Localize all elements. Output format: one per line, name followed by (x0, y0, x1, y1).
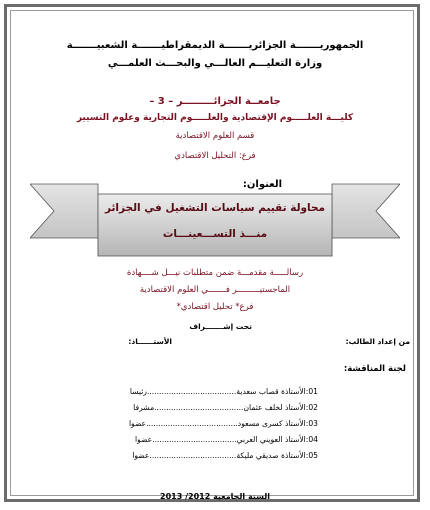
committee-member-4: 04:الأستاذ العويني العربي...................................عضوا (135, 435, 318, 444)
thesis-branch: فرع* تحليل اقتصادي* (176, 302, 254, 312)
title-heading: العنوان: (242, 179, 282, 190)
title-banner (30, 180, 400, 260)
supervision-label: تحت إشـــــــراف (189, 322, 252, 331)
branch-name: فرع: التحليل الاقتصادي (174, 151, 256, 161)
thesis-title-line1: محاولة تقييم سياسات التشغيل في الجزائر (104, 202, 326, 214)
ministry-heading: وزارة التعليـــم العالـــي والبحـــث العلمـــي (107, 58, 323, 69)
faculty-name: كليـــة العلـــــوم الإقتصادية والعلـــــوم التجارية وعلوم التسيير (76, 113, 354, 123)
prepared-by-label: من إعداد الطالب: (345, 337, 410, 346)
committee-member-3: 03:الأستاذ كسرى مسعود......................................عضوا (128, 419, 318, 428)
university-name: جامعــة الجزائـــــــــر – 3 – (149, 96, 281, 107)
committee-member-1: 01:الأستاذة قصاب سعدية.....................................رئيسا (129, 387, 318, 396)
committee-member-2: 02:الأستاذ لخلف عثمان.....................................مشرفا (133, 403, 318, 412)
thesis-title-line2: منـــذ التســـعينـــات (162, 228, 268, 240)
thesis-degree: الماجستيـــــــــر فـــــــي العلوم الاقتصادية (139, 285, 291, 295)
committee-member-5: 05:الأستاذة صديقي مليكة....................................عضوا (132, 451, 318, 460)
department-name: قسم العلوم الاقتصادية (175, 131, 255, 141)
professor-label: الأستــــــاذ: (128, 337, 172, 346)
thesis-requirement: رسالـــــة مقدمـــة ضمن متطلبات نيـــل شــــهادة (126, 268, 304, 278)
banner-ribbon-shape (30, 180, 400, 260)
academic-year: السنة الجامعية 2012/ 2013 (160, 492, 270, 501)
committee-heading: لجنة المناقشة: (343, 364, 406, 374)
republic-heading: الجمهوريـــــــة الجزائريـــــــة الديمقراطيـــــــة الشعبيـــــــة (66, 40, 364, 51)
